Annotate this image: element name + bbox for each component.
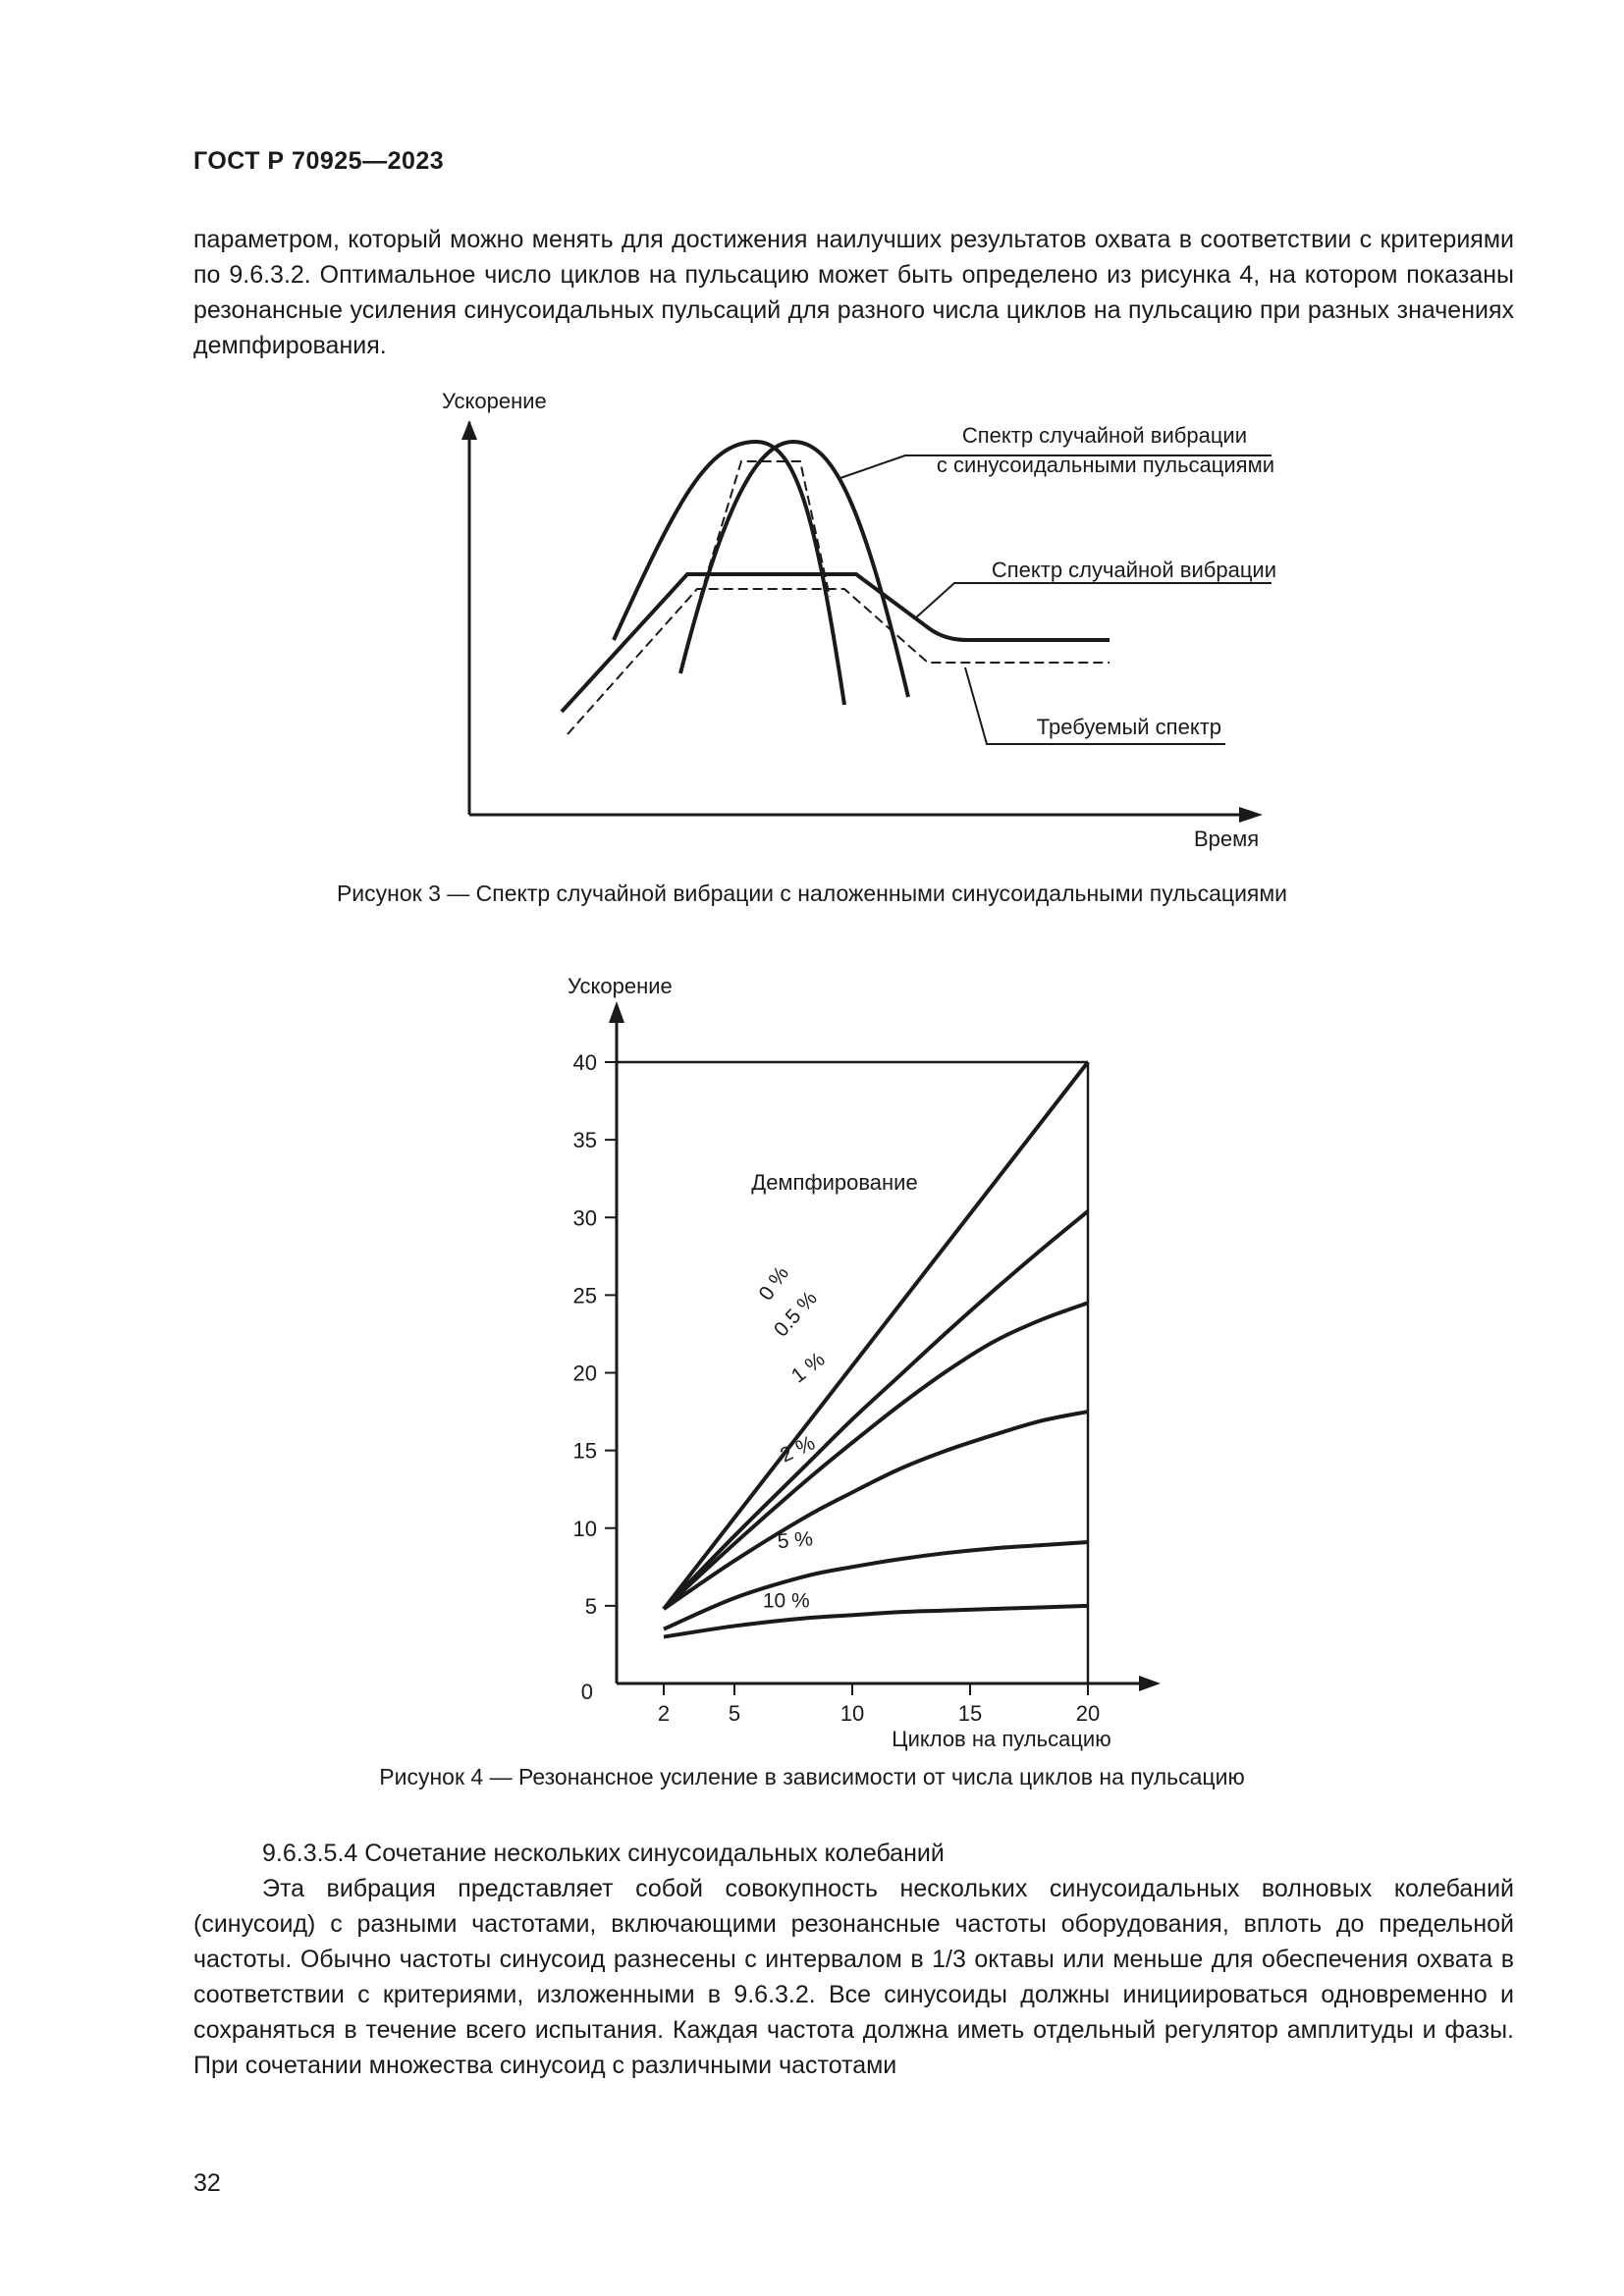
fig4-x-tick-label: 10 bbox=[839, 1701, 865, 1726]
fig3-y-axis-label: Ускорение bbox=[442, 389, 547, 413]
fig4-series-line bbox=[664, 1542, 1088, 1629]
fig4-y-tick-label: 5 bbox=[584, 1593, 597, 1619]
fig4-series-label: 0 % bbox=[754, 1262, 794, 1306]
fig4-y-tick-label: 35 bbox=[572, 1128, 597, 1153]
fig3-x-axis-label: Время bbox=[1194, 827, 1260, 851]
fig4-y-axis-arrow bbox=[609, 1001, 624, 1023]
fig4-x-tick-label: 15 bbox=[957, 1701, 983, 1726]
fig3-label-random: Спектр случайной вибрации bbox=[991, 558, 1276, 582]
fig4-series-label: 0.5 % bbox=[769, 1287, 822, 1342]
fig4-x-axis-arrow bbox=[1139, 1676, 1161, 1691]
fig4-legend-title: Демпфирование bbox=[751, 1170, 918, 1195]
fig4-x-tick-label: 20 bbox=[1075, 1701, 1101, 1726]
fig4-x-tick-label: 5 bbox=[728, 1701, 741, 1726]
fig4-series-line bbox=[664, 1606, 1088, 1637]
fig4-series-line bbox=[664, 1062, 1088, 1609]
fig4-series-label: 5 % bbox=[776, 1527, 814, 1554]
fig4-y-tick-label: 30 bbox=[572, 1205, 597, 1231]
intro-paragraph: параметром, который можно менять для достижения наилучших результатов охвата в соответствии с критериями по 9.6.3.2. Оптимальное число циклов на пульсацию может быть определено из рисунка 4, на котором показаны резонансные усиления синусоидальных пульсаций для разного числа циклов на пульсацию при разных значениях демпфирования. bbox=[193, 226, 1514, 359]
fig4-series-label: 2 % bbox=[777, 1431, 819, 1468]
section-heading: 9.6.3.5.4 Сочетание нескольких синусоидальных колебаний bbox=[262, 1840, 945, 1867]
fig4-y-tick-label: 25 bbox=[572, 1283, 597, 1308]
fig4-x-axis-label: Циклов на пульсацию bbox=[892, 1727, 1111, 1751]
figure-4-caption: Рисунок 4 — Резонансное усиление в зависимости от числа циклов на пульсацию bbox=[379, 1764, 1245, 1789]
fig4-series-line bbox=[664, 1412, 1088, 1609]
fig3-label-pulses-2: с синусоидальными пульсациями bbox=[936, 453, 1274, 477]
fig4-x-tick-label: 2 bbox=[657, 1701, 671, 1726]
fig4-origin-label: 0 bbox=[580, 1680, 593, 1704]
fig4-series-label: 1 % bbox=[786, 1348, 830, 1388]
fig4-y-tick-label: 10 bbox=[572, 1516, 597, 1541]
figure-3-caption: Рисунок 3 — Спектр случайной вибрации с наложенными синусоидальными пульсациями bbox=[336, 881, 1288, 906]
fig4-y-tick-label: 20 bbox=[572, 1361, 597, 1386]
fig3-label-pulses-1: Спектр случайной вибрации bbox=[961, 423, 1247, 448]
fig3-label-required: Требуемый спектр bbox=[1036, 715, 1221, 739]
document-header: ГОСТ Р 70925—2023 bbox=[193, 147, 445, 175]
section-body: Эта вибрация представляет собой совокупность нескольких синусоидальных волновых колебаний (синусоид) с разными частотами, включающими резонансные частоты оборудования, вплоть до предельной частоты. Обычно частоты синусоид разнесены с интервалом в 1/3 октавы или меньше для обеспечения охвата в соответствии с критериями, изложенными в 9.6.3.2. Все синусоиды должны инициироваться одновременно и сохраняться в течение всего испытания. Каждая частота должна иметь отдельный регулятор амплитуды и фазы. При сочетании множества синусоид с различными частотами bbox=[193, 1875, 1514, 2079]
fig4-y-tick-label: 15 bbox=[572, 1438, 597, 1464]
fig4-y-tick-label: 40 bbox=[572, 1050, 597, 1075]
fig4-series-label: 10 % bbox=[762, 1589, 810, 1613]
fig4-y-axis-label: Ускорение bbox=[568, 974, 673, 998]
page-number: 32 bbox=[193, 2169, 221, 2197]
